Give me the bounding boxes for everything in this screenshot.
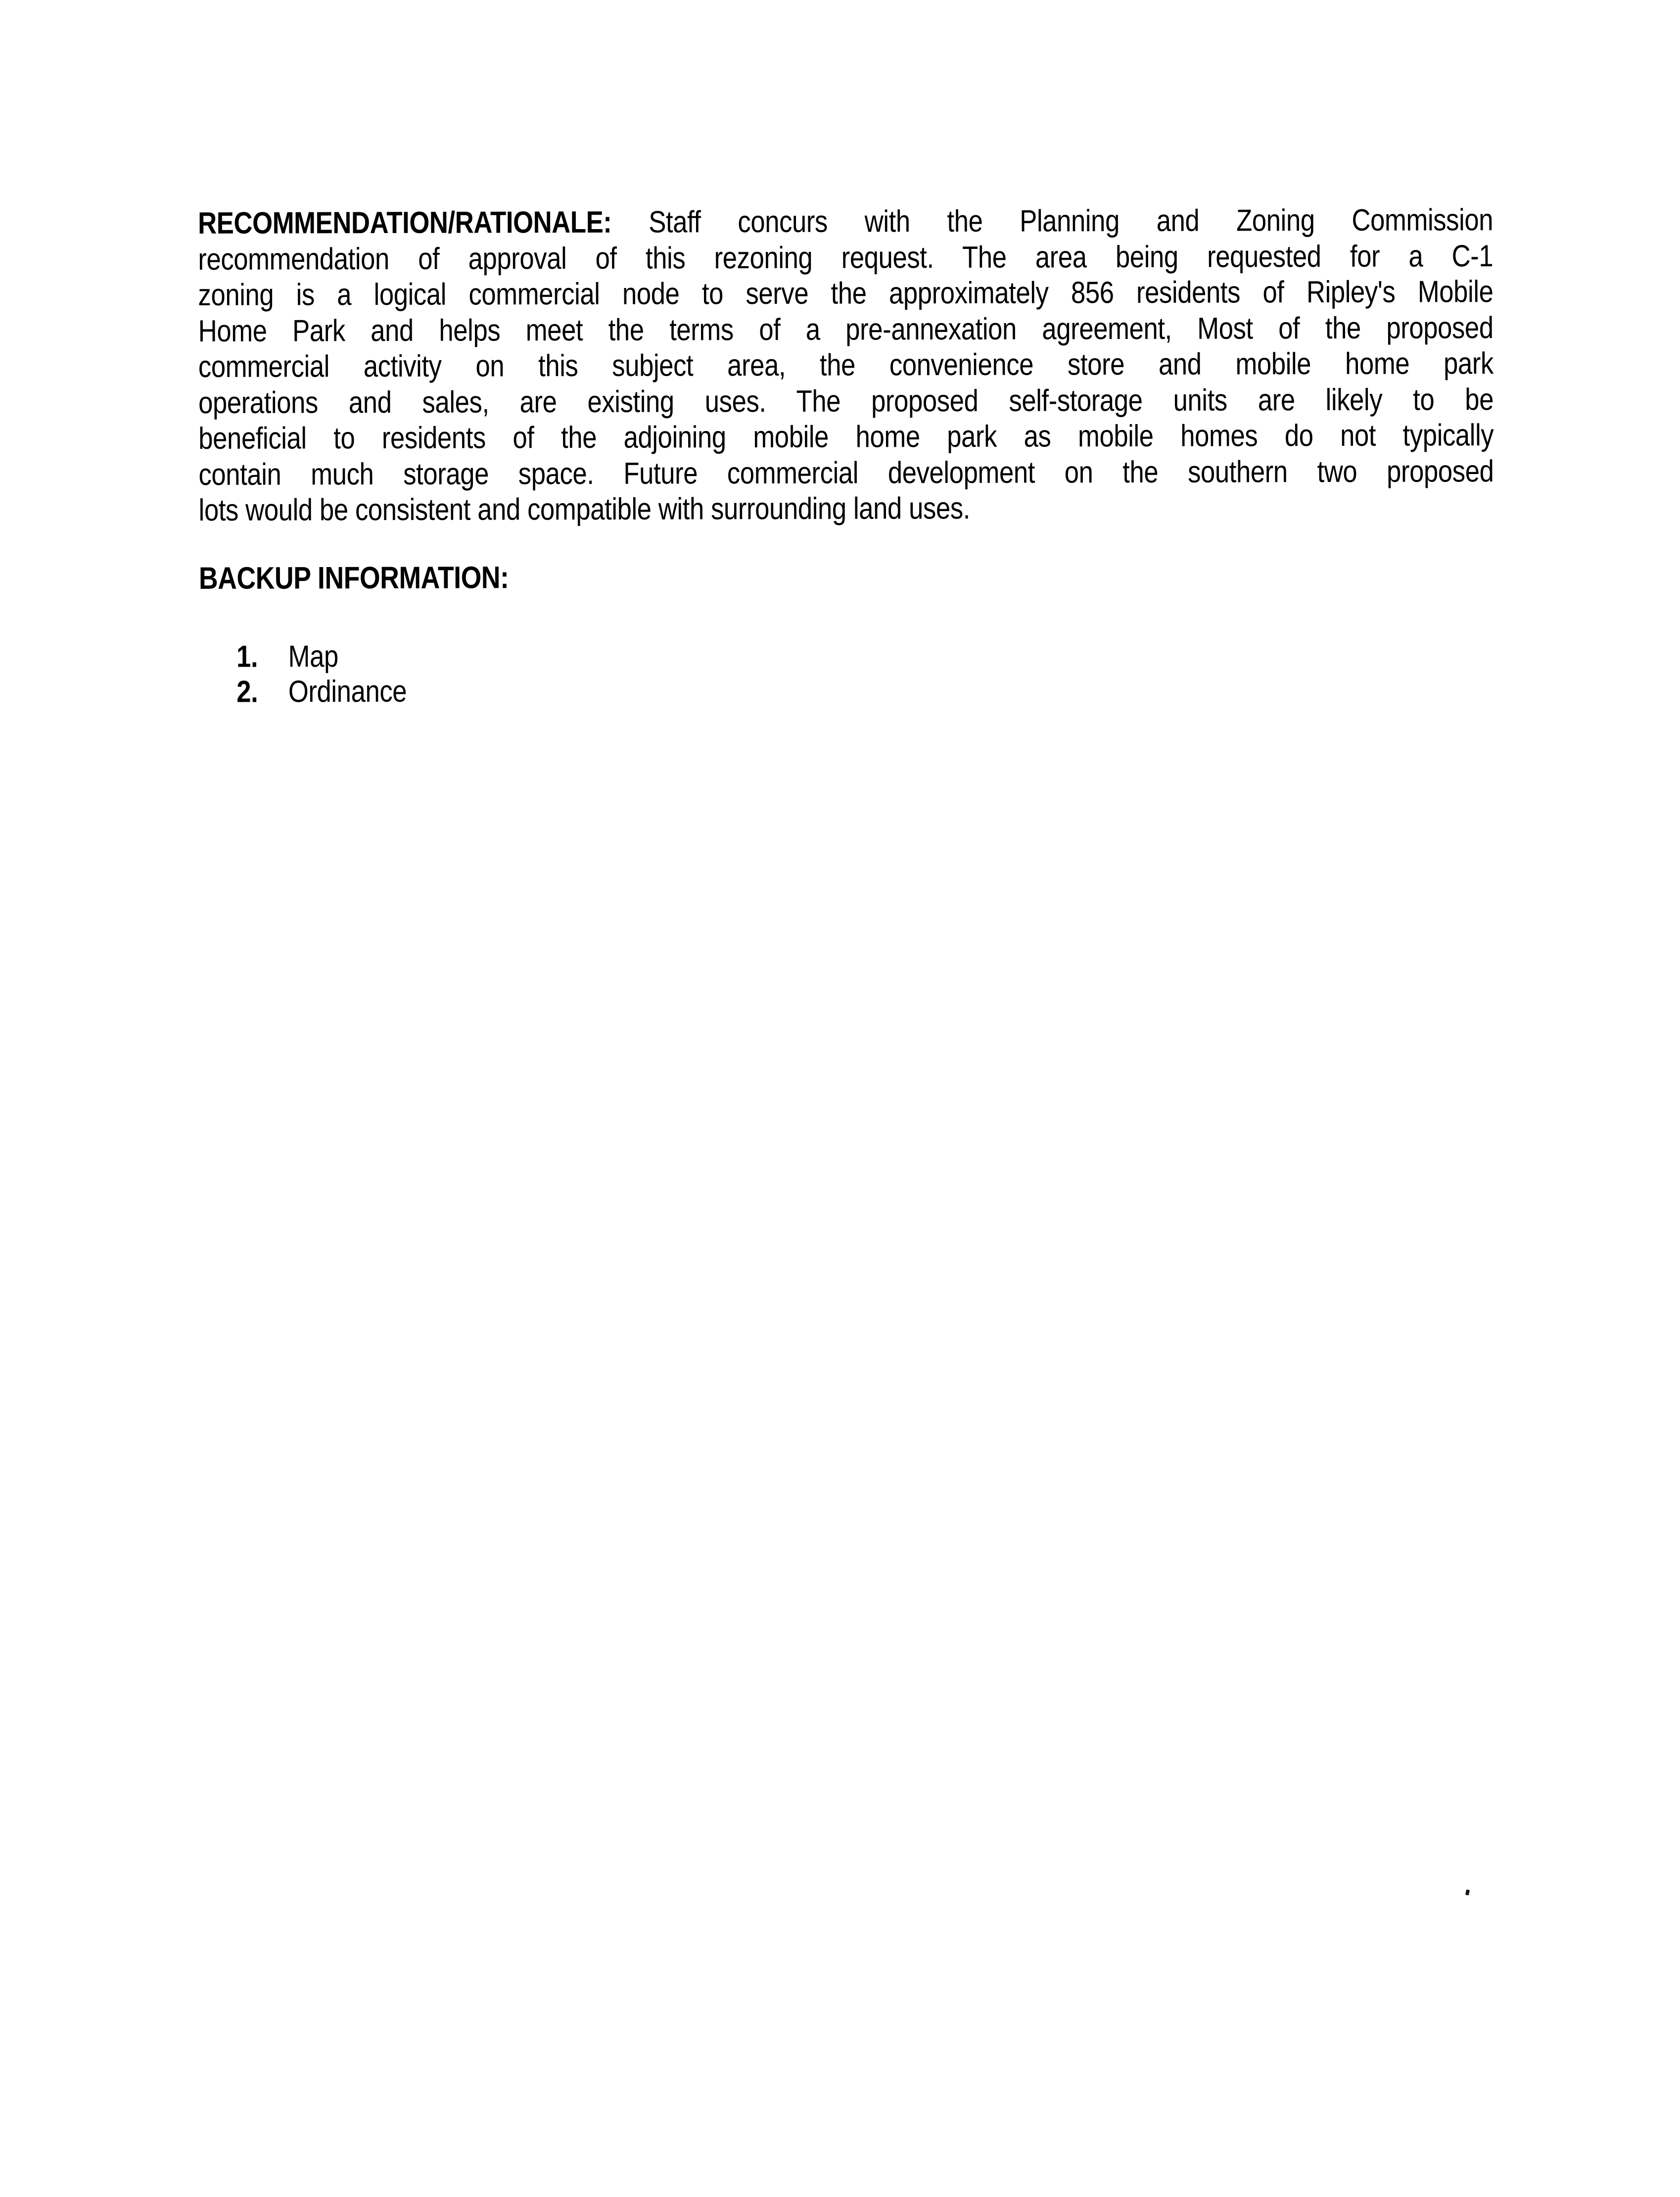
paragraph-line-5: commercial activity on this subject area, the convenience store and mobile home park: [198, 346, 1493, 384]
paragraph-line-3: zoning is a logical commercial node to serve the approximately 856 residents of Ripley's Mobile: [198, 275, 1493, 312]
paragraph-line-4: Home Park and helps meet the terms of a pre-annexation agreement, Most of the proposed: [198, 310, 1493, 348]
recommendation-paragraph: [198, 202, 1494, 528]
recommendation-rationale-label: RECOMMENDATION/RATIONALE:: [198, 205, 612, 240]
paragraph-line-9: lots would be consistent and compatible with surrounding land uses.: [198, 491, 971, 527]
backup-information-heading: BACKUP INFORMATION:: [198, 560, 509, 596]
paragraph-line-8: contain much storage space. Future commercial development on the southern two proposed: [198, 454, 1494, 492]
list-item-ordinance: [236, 671, 1494, 710]
list-item-ordinance-label: Ordinance: [288, 674, 407, 709]
backup-information-list: [199, 636, 1494, 710]
paragraph-line-6: operations and sales, are existing uses. The proposed self-storage units are likely to be: [198, 382, 1494, 420]
scan-speck-artifact: [1465, 1889, 1470, 1895]
paragraph-line-2: recommendation of approval of this rezoning request. The area being requested for a C-1: [198, 239, 1493, 277]
paragraph-line-7: beneficial to residents of the adjoining mobile home park as mobile homes do not typically: [198, 418, 1494, 456]
paragraph-line-1-text: Staff concurs with the Planning and Zoning Commission: [611, 203, 1493, 239]
list-item-map-number: 1.: [236, 639, 258, 674]
list-item-map: [236, 636, 1494, 674]
list-item-ordinance-number: 2.: [236, 674, 258, 709]
paragraph-line-1: [198, 202, 1493, 241]
list-item-map-label: Map: [288, 639, 338, 674]
document-text-block: [198, 202, 1494, 710]
